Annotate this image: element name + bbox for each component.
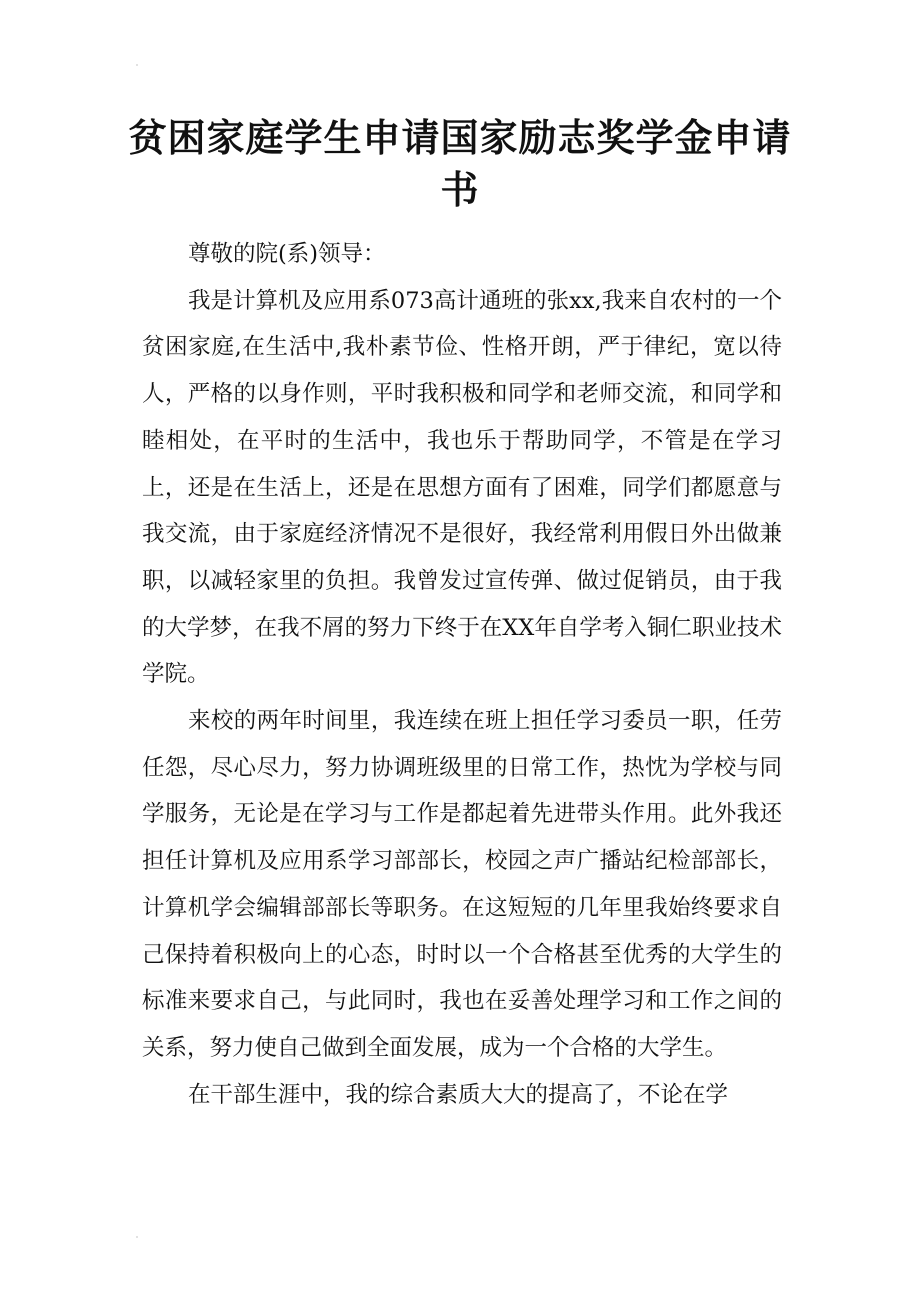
paragraph: 来校的两年时间里，我连续在班上担任学习委员一职，任劳任怨，尽心尽力，努力协调班级里的日常工作，热忱为学校与同学服务，无论是在学习与工作是都起着先进带头作用。此外我还担任计算机及应用系学习部部长，校园之声广播站纪检部部长，计算机学会编辑部部长等职务。在这短短的几年里我始终要求自己保持着积极向上的心态，时时以一个合格甚至优秀的大学生的标准来要求自己，与此同时，我也在妥善处理学习和工作之间的关系，努力使自己做到全面发展，成为一个合格的大学生。 (142, 708, 782, 1061)
paragraph: 我是计算机及应用系073高计通班的张xx,我来自农村的一个贫困家庭,在生活中,我朴素节俭、性格开朗，严于律纪，宽以待人，严格的以身作则，平时我积极和同学和老师交流，和同学和睦相处，在平时的生活中，我也乐于帮助同学，不管是在学习上，还是在生活上，还是在思想方面有了困难，同学们都愿意与我交流，由于家庭经济情况不是很好，我经常利用假日外出做兼职，以减轻家里的负担。我曾发过宣传弹、做过促销员，由于我的大学梦，在我不屑的努力下终于在XX年自学考入铜仁职业技术学院。 (142, 287, 782, 688)
paragraph: 在干部生涯中，我的综合素质大大的提高了，不论在学 (188, 1081, 729, 1108)
salutation: 尊敬的院(系)领导： (188, 241, 386, 267)
document-body (142, 231, 782, 1118)
page-corner-mark (136, 1236, 138, 1238)
document-title: 贫困家庭学生申请国家励志奖学金申请书 (128, 115, 792, 212)
page-corner-mark (136, 64, 138, 66)
